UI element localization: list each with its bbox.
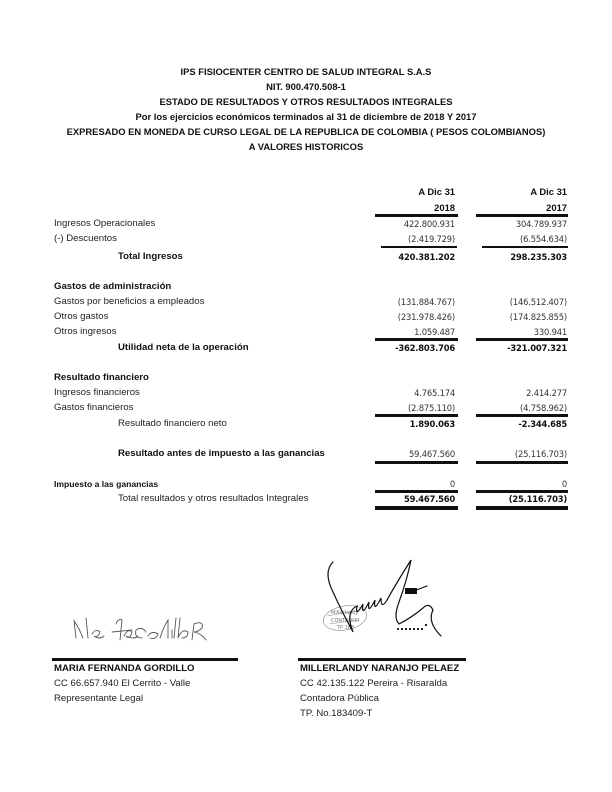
signature-line-contadora (298, 658, 466, 661)
value-2017: (6.554.634) (520, 234, 567, 244)
svg-text:CONTADOR: CONTADOR (331, 618, 360, 624)
subtotal-rule-2018 (375, 414, 458, 417)
value-2018: 59.467.560 (404, 494, 455, 504)
value-2018: 1.890.063 (409, 419, 455, 429)
row-label: Ingresos financieros (54, 387, 140, 398)
subtotal-rule-2018 (375, 490, 458, 493)
row-label: Impuesto a las ganancias (54, 479, 159, 489)
signature-contadora-publica (315, 552, 465, 652)
svg-text:TP 183: TP 183 (337, 625, 355, 631)
statement-period: Por los ejercicios económicos terminados al 31 de diciembre de 2018 Y 2017 (135, 111, 477, 122)
signatory-license: TP. No.183409-T (300, 708, 373, 719)
row-label: Utilidad neta de la operación (118, 342, 249, 353)
value-2017: -321.007.321 (507, 343, 567, 353)
value-2018: (131.884.767) (397, 297, 455, 307)
valuation-basis: A VALORES HISTORICOS (248, 141, 364, 152)
section-heading-resultado-financiero: Resultado financiero (54, 372, 149, 383)
subtotal-rule-2018 (375, 338, 458, 341)
value-2017: (174.825.855) (509, 312, 567, 322)
signatory-role: Representante Legal (54, 693, 144, 704)
row-label: Total resultados y otros resultados Integrales (118, 493, 309, 504)
row-label: (-) Descuentos (54, 233, 117, 244)
value-2017: (25.116.703) (508, 494, 567, 504)
svg-text:Millerlandy: Millerlandy (331, 610, 359, 616)
value-2018: -362.803.706 (395, 343, 455, 353)
value-2018: 420.381.202 (398, 252, 455, 262)
row-label: Resultado financiero neto (118, 418, 227, 429)
row-label: Resultado antes de impuesto a las ganancias (118, 448, 325, 459)
value-2018: (2.875.110) (408, 403, 455, 413)
signature-representante-legal (70, 610, 230, 650)
row-label: Gastos por beneficios a empleados (54, 296, 205, 307)
value-2017: 304.789.937 (515, 219, 567, 229)
value-2017: (4.758.962) (520, 403, 567, 413)
final-double-rule-2017 (476, 506, 568, 510)
value-2017: 0 (561, 479, 567, 489)
signature-line-representante (52, 658, 238, 661)
signatory-id: CC 66.657.940 El Cerrito - Valle (54, 678, 191, 689)
signatory-id: CC 42.135.122 Pereira - Risaralda (300, 678, 448, 689)
value-2018: (231.978.426) (397, 312, 455, 322)
column-2017-label: A Dic 31 (530, 186, 567, 197)
value-2018: 59.467.560 (409, 449, 455, 459)
section-heading-gastos-administracion: Gastos de administración (54, 281, 172, 292)
subtotal-rule-2017 (476, 338, 568, 341)
value-2017: 2.414.277 (526, 388, 567, 398)
company-nit: NIT. 900.470.508-1 (266, 81, 346, 92)
value-2018: 422.800.931 (403, 219, 455, 229)
row-label: Gastos financieros (54, 402, 134, 413)
column-2018-year: 2018 (434, 202, 455, 213)
subtotal-rule-2018 (375, 461, 458, 464)
row-label: Otros ingresos (54, 326, 117, 337)
header-rule-2017 (476, 214, 568, 217)
value-2017: 298.235.303 (510, 252, 567, 262)
row-label: Ingresos Operacionales (54, 218, 156, 229)
signatory-name: MARIA FERNANDA GORDILLO (54, 663, 195, 674)
value-2017: (146.512.407) (509, 297, 567, 307)
value-2017: -2.344.685 (518, 419, 567, 429)
value-2018: 0 (449, 479, 455, 489)
value-2018: (2.419.729) (408, 234, 455, 244)
statement-title: ESTADO DE RESULTADOS Y OTROS RESULTADOS INTEGRALES (159, 96, 453, 107)
subtotal-rule-2018 (381, 246, 457, 248)
value-2018: 1.059.487 (414, 327, 455, 337)
column-2017-year: 2017 (546, 202, 567, 213)
value-2017: 330.941 (533, 327, 567, 337)
subtotal-rule-2017 (476, 461, 568, 464)
currency-note: EXPRESADO EN MONEDA DE CURSO LEGAL DE LA REPUBLICA DE COLOMBIA ( PESOS COLOMBIANOS) (66, 126, 546, 137)
row-label: Otros gastos (54, 311, 109, 322)
header-rule-2018 (375, 214, 458, 217)
signatory-name: MILLERLANDY NARANJO PELAEZ (300, 663, 460, 674)
row-label: Total Ingresos (118, 251, 183, 262)
value-2017: (25.116.703) (514, 449, 567, 459)
company-name: IPS FISIOCENTER CENTRO DE SALUD INTEGRAL S.A.S (180, 66, 432, 77)
final-double-rule-2018 (375, 506, 458, 510)
subtotal-rule-2017 (476, 490, 568, 493)
signatory-role: Contadora Pública (300, 693, 379, 704)
column-2018-label: A Dic 31 (418, 186, 455, 197)
subtotal-rule-2017 (476, 414, 568, 417)
subtotal-rule-2017 (482, 246, 568, 248)
value-2018: 4.765.174 (414, 388, 455, 398)
